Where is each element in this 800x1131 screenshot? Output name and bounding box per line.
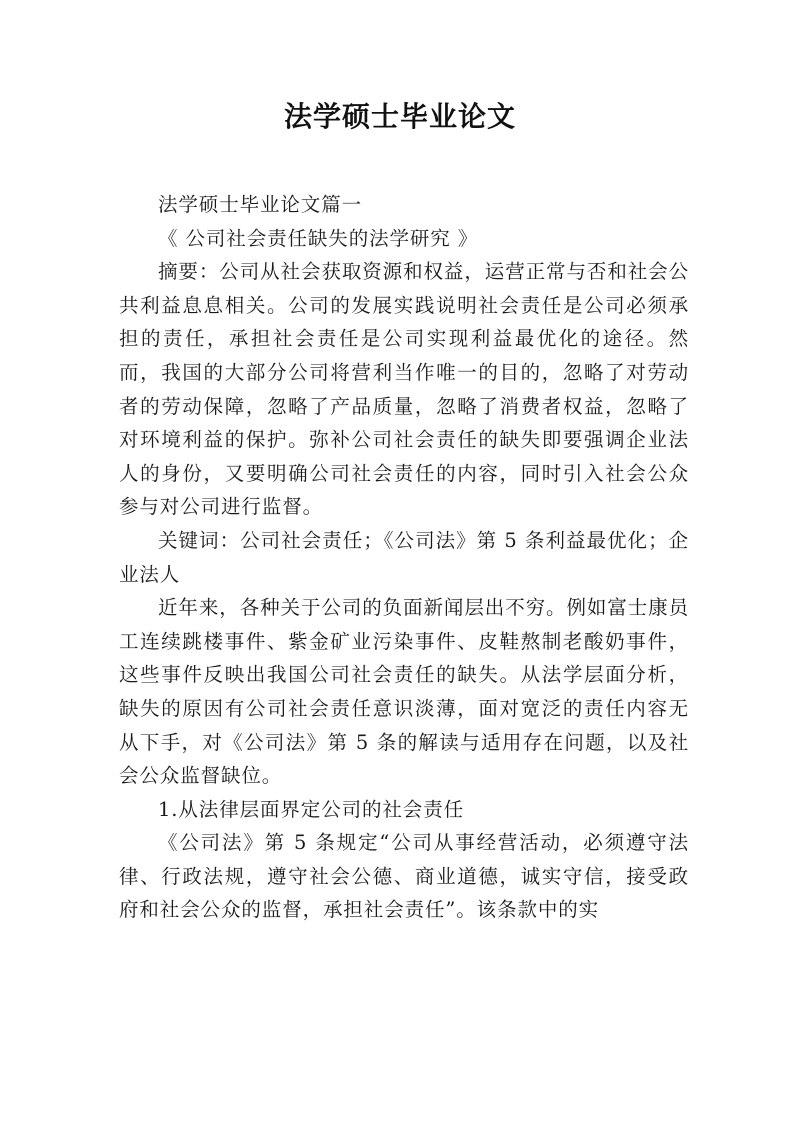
article-title: 《 公司社会责任缺失的法学研究 》 — [158, 226, 479, 250]
body-paragraph: 《公司法》第 5 条规定“公司从事经营活动，必须遵守法律、行政法规，遵守社会公德、商业道德，诚实守信，接受政府和社会公众的监督，承担社会责任”。该条款中的实 — [119, 831, 689, 922]
document-body — [119, 188, 689, 927]
subsection-heading: 1.从法律层面界定公司的社会责任 — [158, 797, 465, 821]
abstract-paragraph: 摘要：公司从社会获取资源和权益，运营正常与否和社会公共利益息息相关。公司的发展实践说明社会责任是公司必须承担的责任，承担社会责任是公司实现利益最优化的途径。然而，我国的大部分公司将营利当作唯一的目的，忽略了对劳动者的劳动保障，忽略了产品质量，忽略了消费者权益，忽略了对环境利益的保护。弥补公司社会责任的缺失即要强调企业法人的身份，又要明确公司社会责任的内容，同时引入社会公众参与对公司进行监督。 — [119, 260, 689, 519]
document-title: 法学硕士毕业论文 — [283, 100, 516, 133]
keywords-paragraph: 关键词：公司社会责任；《公司法》第 5 条利益最优化；企业法人 — [119, 528, 689, 586]
section-heading: 法学硕士毕业论文篇一 — [158, 193, 363, 216]
intro-paragraph: 近年来，各种关于公司的负面新闻层出不穷。例如富士康员工连续跳楼事件、紫金矿业污染事件、皮鞋熬制老酸奶事件，这些事件反映出我国公司社会责任的缺失。从法学层面分析，缺失的原因有公司社会责任意识淡薄，面对宽泛的责任内容无从下手，对《公司法》第 5 条的解读与适用存在问题，以及社会公众监督缺位。 — [119, 596, 689, 788]
